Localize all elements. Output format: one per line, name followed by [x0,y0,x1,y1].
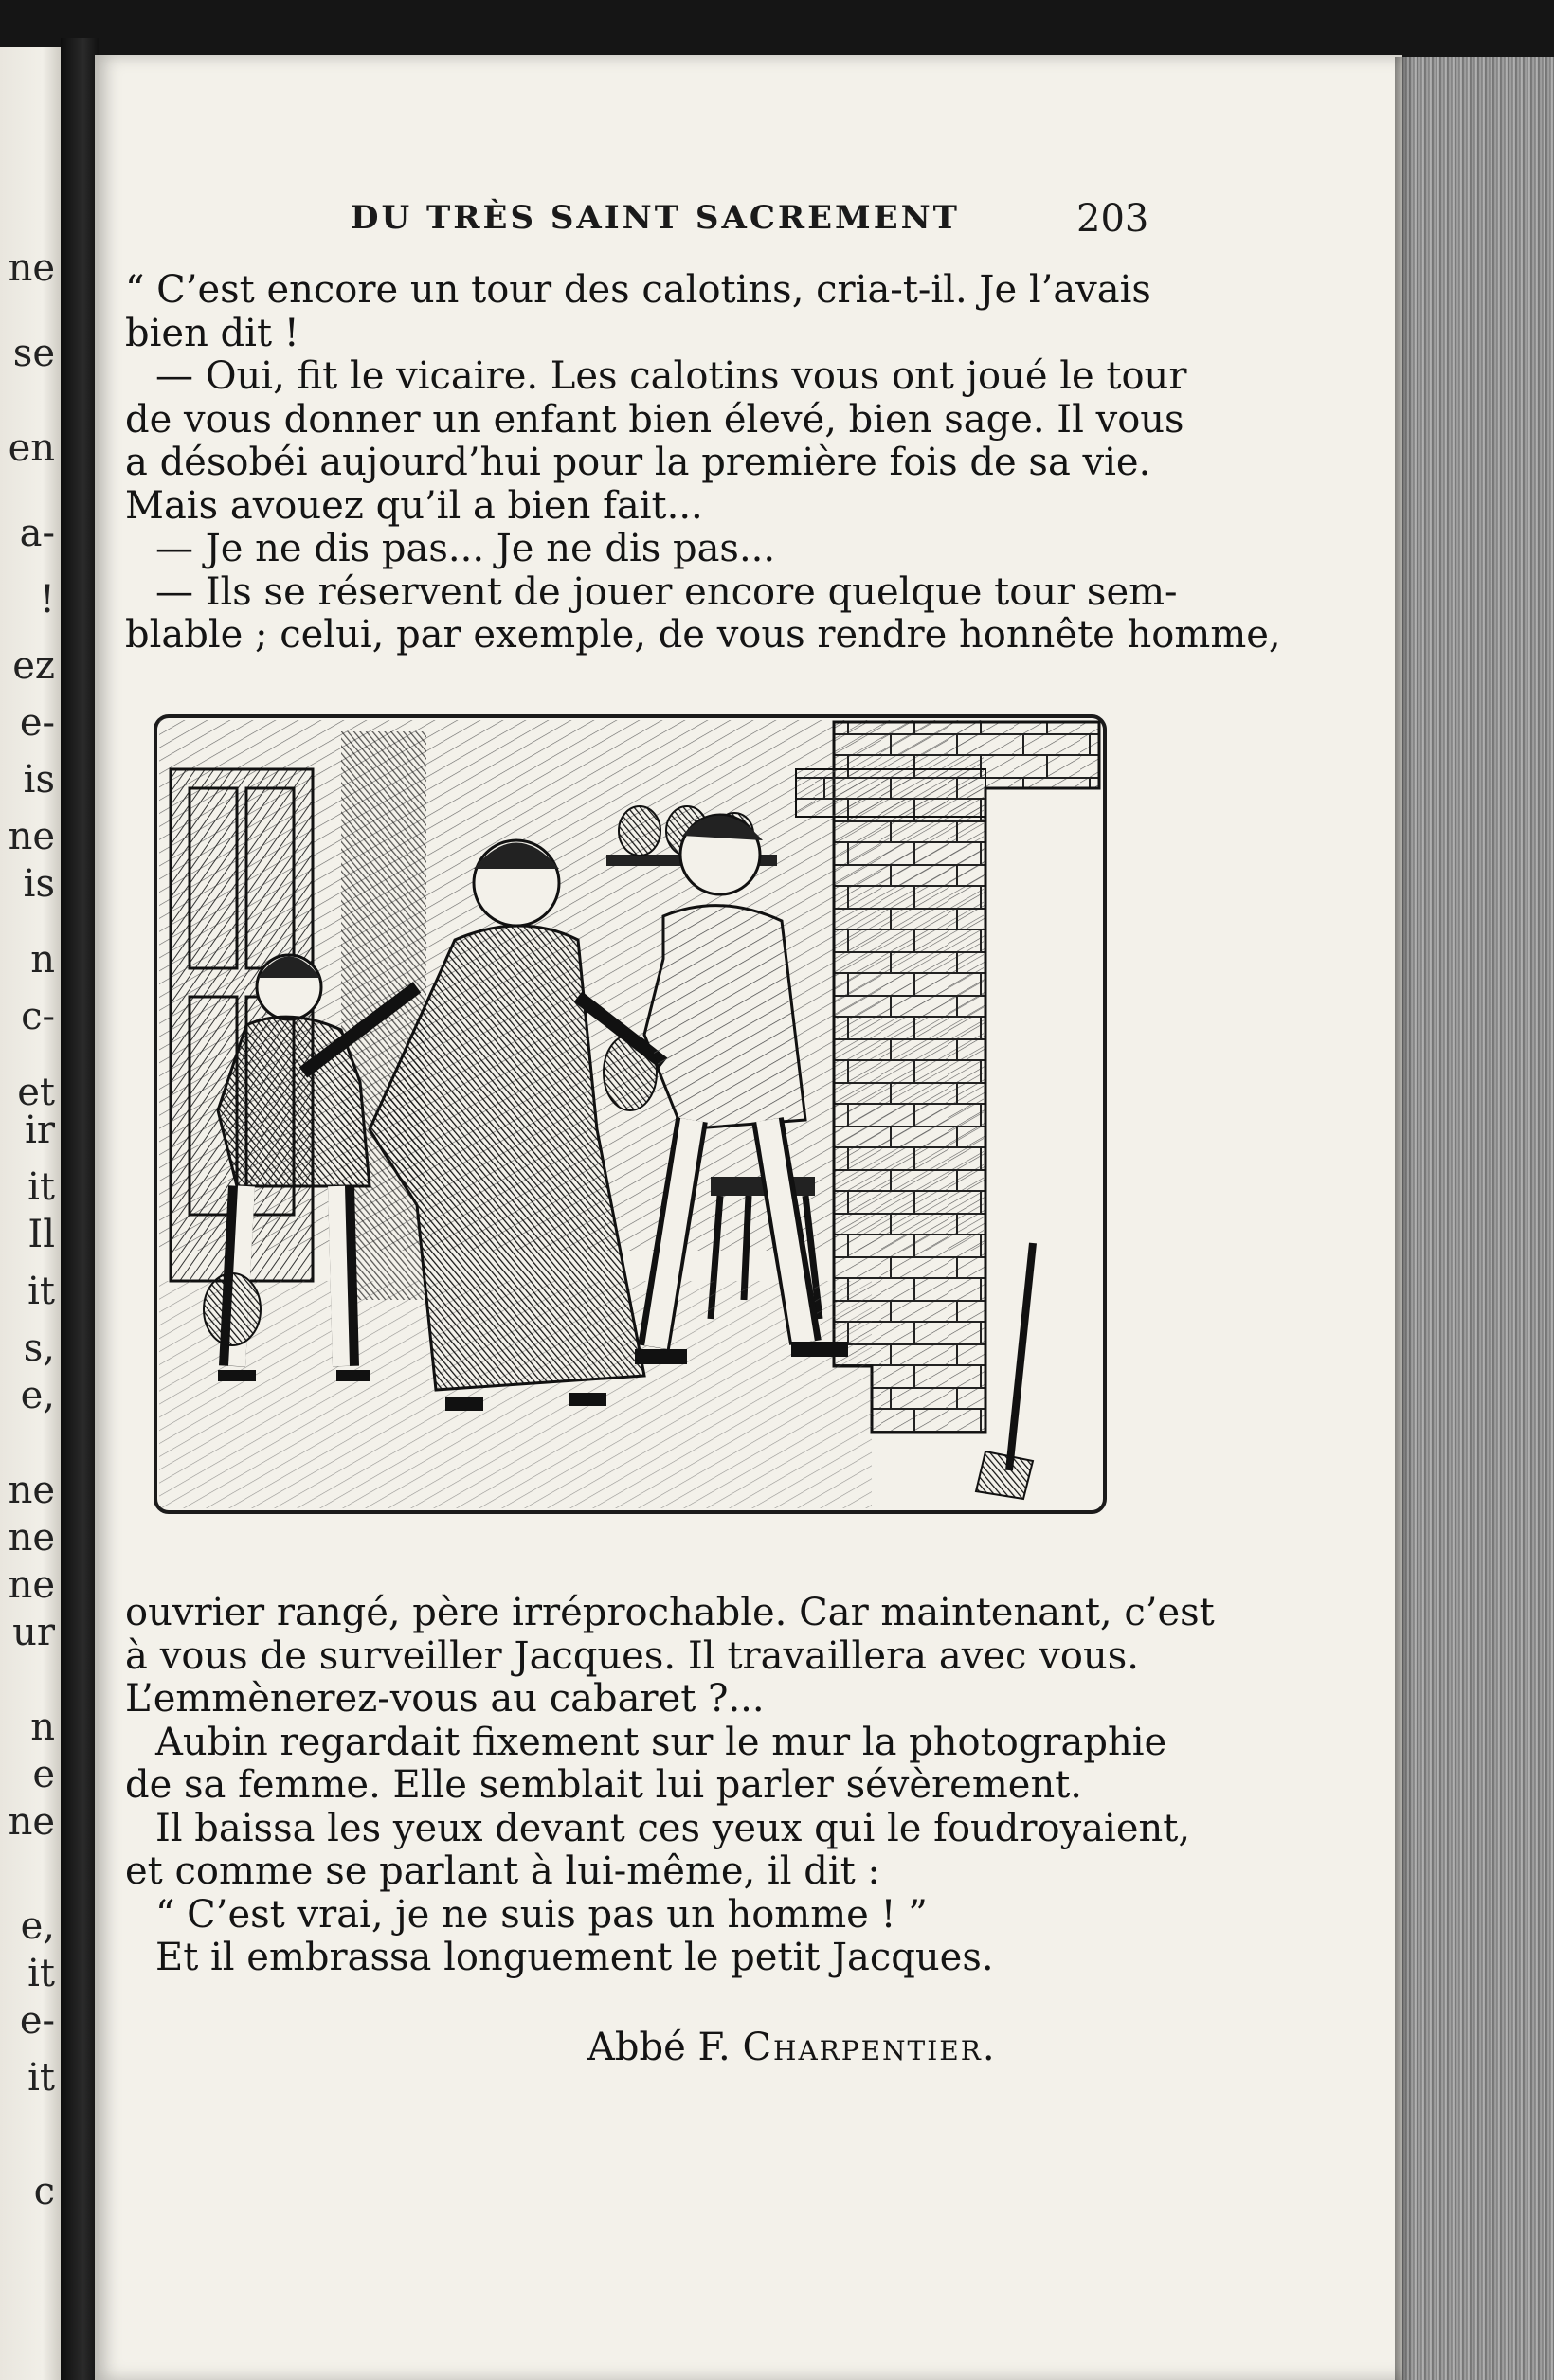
left-page-text-fragment: s, [23,1326,55,1370]
text-line: de sa femme. Elle semblait lui parler sévèrement. [125,1763,1082,1807]
text-line: blable ; celui, par exemple, de vous rendre honnête homme, [125,613,1281,657]
left-page-text-fragment: ne [8,246,55,290]
left-page-text-fragment: it [27,2056,55,2100]
left-page-text-fragment: en [8,426,55,470]
text-line: de vous donner un enfant bien élevé, bien sage. Il vous [125,397,1184,442]
text-line: — Je ne dis pas... Je ne dis pas... [155,527,776,570]
book-gutter [61,38,99,2380]
text-line: Et il embrassa longuement le petit Jacques. [155,1936,994,1979]
left-page-text-fragment: it [27,1270,55,1313]
left-page-text-fragment: is [23,862,55,906]
left-page-text-fragment: is [23,758,55,802]
author-signature [587,2026,997,2069]
left-page-text-fragment: c- [21,995,55,1038]
left-page-text-fragment: ne [8,1516,55,1560]
text-line: et comme se parlant à lui-même, il dit : [125,1849,880,1893]
left-page-text-fragment: it [27,1165,55,1209]
left-page-text-fragment: Il [27,1213,55,1256]
left-page-text-fragment: ! [39,578,55,622]
left-page-edge [0,47,61,2380]
left-page-text-fragment: c [33,2170,55,2213]
text-line: “ C’est vrai, je ne suis pas un homme ! ” [155,1892,928,1937]
left-page-text-fragment: e, [20,1374,55,1417]
text-line: Aubin regardait fixement sur le mur la photographie [155,1720,1167,1764]
left-page-text-fragment: ez [12,644,55,688]
text-block-top [125,268,1281,658]
left-page-text-fragment: e, [20,1904,55,1948]
engraving-illustration [152,712,1109,1516]
left-page-text-fragment: ur [12,1611,55,1654]
text-line: bien dit ! [125,311,299,355]
left-page-text-fragment: ne [8,1800,55,1844]
page-number: 203 [1076,197,1149,241]
text-line: ouvrier rangé, père irréprochable. Car maintenant, c’est [125,1591,1215,1634]
left-page-text-fragment: ir [25,1109,55,1152]
left-page-text-fragment: ne [8,1469,55,1512]
left-page-text-fragment: se [12,332,55,375]
running-title: DU TRÈS SAINT SACREMENT [351,199,960,237]
page-block-edge [1402,57,1554,2380]
left-page-text-fragment: e- [19,701,55,745]
text-line: — Ils se réservent de jouer encore quelque tour sem- [155,569,1178,614]
text-line: L’emmènerez-vous au cabaret ?... [125,1677,765,1721]
page-edge-shadow [1395,57,1412,2380]
left-page-text-fragment: e- [19,1999,55,2043]
left-page-text-fragment: a- [19,512,55,555]
signature-name: Charpentier. [742,2026,997,2069]
left-page-text-fragment: e [32,1753,55,1796]
text-line: Il baissa les yeux devant ces yeux qui le foudroyaient, [155,1806,1191,1850]
left-page-text-fragment: ne [8,1563,55,1607]
left-page-text-fragment: et [17,1071,55,1114]
text-line: a désobéi aujourd’hui pour la première fois de sa vie. [125,441,1151,484]
text-line: à vous de surveiller Jacques. Il travaillera avec vous. [125,1633,1139,1678]
text-line: Mais avouez qu’il a bien fait... [125,483,703,528]
left-page-text-fragment: it [27,1952,55,1995]
text-line: — Oui, fit le vicaire. Les calotins vous ont joué le tour [155,354,1187,398]
left-page-text-fragment: ne [8,815,55,858]
signature-prefix: Abbé F. [587,2026,731,2069]
text-block-bottom [125,1591,1215,1980]
left-page-text-fragment: n [30,938,55,982]
text-line: “ C’est encore un tour des calotins, cria-t-il. Je l’avais [125,268,1151,312]
left-page-text-fragment: n [30,1705,55,1749]
